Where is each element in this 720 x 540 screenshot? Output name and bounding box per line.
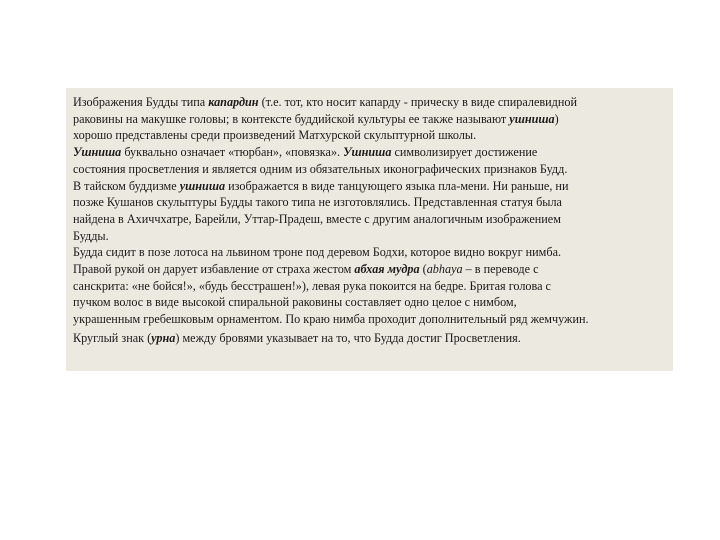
term-emphasis: урна xyxy=(151,330,176,345)
text-line xyxy=(73,228,669,245)
text-run: украшенным гребешковым орнаментом. По краю нимба проходит дополнительный ряд жемчужин. xyxy=(73,312,589,327)
text-run: Изображения Будды типа xyxy=(73,95,209,109)
text-line xyxy=(73,111,669,128)
text-line xyxy=(73,178,669,195)
term-emphasis: капардин xyxy=(208,95,259,109)
text-line xyxy=(73,244,669,261)
text-line xyxy=(73,330,669,347)
term-emphasis: ушниша xyxy=(509,111,555,126)
text-run: В тайском буддизме xyxy=(73,178,180,193)
text-run: Будды. xyxy=(73,228,109,243)
text-run: ) между бровями указывает на то, что Будда достиг Просветления. xyxy=(175,330,521,345)
text-run: ) xyxy=(554,111,559,126)
text-line xyxy=(73,261,669,278)
text-line xyxy=(73,278,669,295)
text-run: символизирует достижение xyxy=(391,145,538,160)
text-run: Круглый знак ( xyxy=(73,330,152,345)
text-run: найдена в Ахиччхатре, Барейли, Уттар-Прадеш, вместе с другим аналогичным изображением xyxy=(73,211,561,226)
text-line xyxy=(73,127,669,144)
text-run: санскрита: «не бойся!», «будь бесстрашен!»), левая рука покоится на бедре. Бритая голова с xyxy=(73,278,551,293)
term-italic: abhaya xyxy=(426,262,463,277)
text-run: позже Кушанов скульптуры Будды такого типа не изготовлялись. Представленная статуя была xyxy=(73,195,562,210)
text-line xyxy=(73,194,669,211)
text-line xyxy=(73,311,669,328)
term-emphasis: Ушниша xyxy=(343,145,392,160)
text-run: Правой рукой он дарует избавление от страха жестом xyxy=(73,262,355,277)
main-paragraph xyxy=(73,94,669,328)
text-run: буквально означает «тюрбан», «повязка». xyxy=(121,145,344,160)
text-run: пучком волос в виде высокой спиральной раковины составляет одно целое с нимбом, xyxy=(73,295,517,310)
text-run: раковины на макушке головы; в контексте буддийской культуры ее также называют xyxy=(73,111,510,126)
text-run: Будда сидит в позе лотоса на львином троне под деревом Бодхи, которое видно вокруг нимба. xyxy=(73,245,562,260)
closing-paragraph xyxy=(73,330,669,347)
text-line xyxy=(73,94,669,111)
text-run: ( xyxy=(419,262,427,277)
text-run: (т.е. тот, кто носит капарду - прическу в виде спиралевидной xyxy=(258,95,578,109)
text-line xyxy=(73,144,669,161)
term-emphasis: Ушниша xyxy=(73,145,122,160)
text-line xyxy=(73,294,669,311)
text-panel xyxy=(66,88,673,371)
text-run: изображается в виде танцующего языка пла-мени. Ни раньше, ни xyxy=(225,178,569,193)
text-run: состояния просветления и является одним из обязательных иконографических признаков Будд. xyxy=(73,161,568,176)
text-line xyxy=(73,161,669,178)
text-run: – в переводе с xyxy=(462,262,539,277)
text-line xyxy=(73,211,669,228)
term-emphasis: ушниша xyxy=(179,178,226,193)
text-run: хорошо представлены среди произведений Матхурской скульптурной школы. xyxy=(73,128,477,143)
term-emphasis: абхая мудра xyxy=(354,262,420,277)
